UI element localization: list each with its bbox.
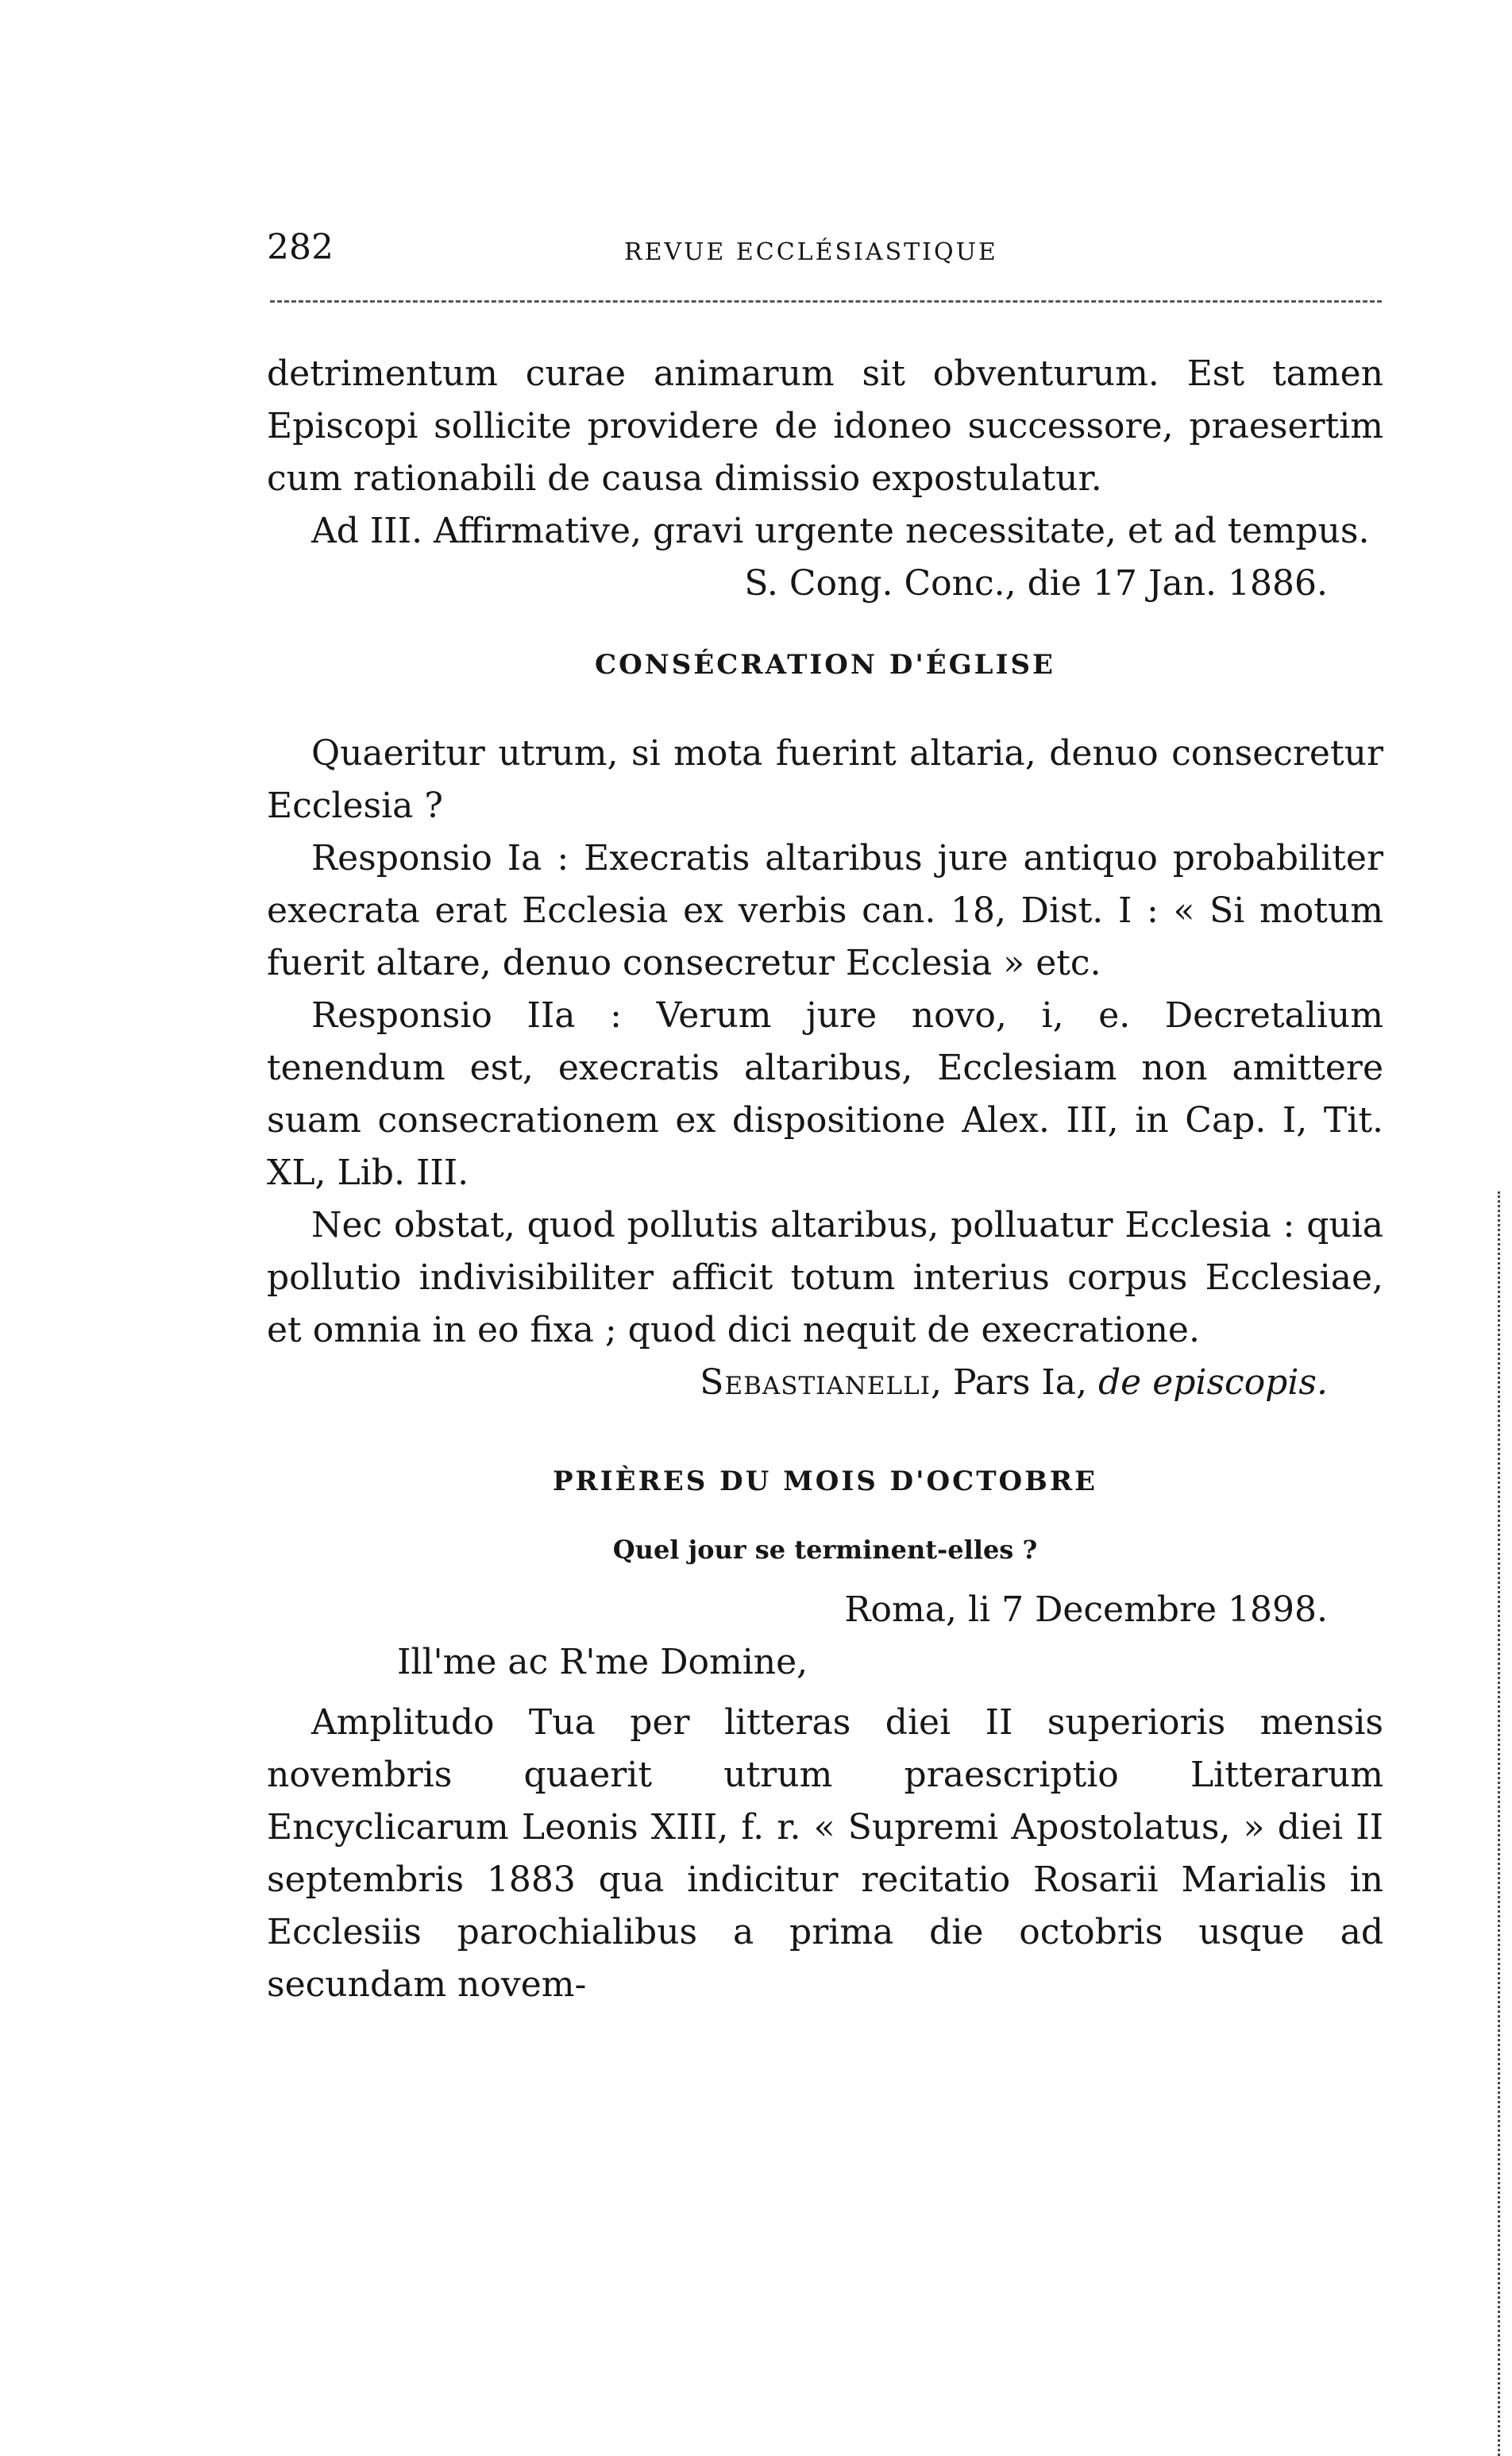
journal-title: REVUE ECCLÉSIASTIQUE	[624, 238, 998, 266]
section-heading-prieres: PRIÈRES DU MOIS D'OCTOBRE	[552, 1465, 1098, 1497]
paragraph-continuation: detrimentum curae animarum sit obventurum. Est tamen Episcopi sollicite providere de idoneo successore, praesertim cum rationabili de causa dimissio expostulatur.	[267, 353, 1383, 499]
section-subheading: Quel jour se terminent-elles ?	[612, 1535, 1038, 1565]
section-heading-consecration: CONSÉCRATION D'ÉGLISE	[595, 649, 1055, 681]
paragraph-nec-obstat: Nec obstat, quod pollutis altaribus, polluatur Ecclesia : quia pollutio indivisibiliter afficit totum interius corpus Ecclesiae, et omnia in eo fixa ; quod dici nequit de execratione.	[267, 1205, 1383, 1350]
salutation: Ill'me ac R'me Domine,	[397, 1642, 808, 1682]
paragraph-quaeritur: Quaeritur utrum, si mota fuerint altaria, denuo consecretur Ecclesia ?	[267, 733, 1383, 826]
signature-cong-conc: S. Cong. Conc., die 17 Jan. 1886.	[744, 563, 1328, 604]
paragraph-ad-iii: Ad III. Affirmative, gravi urgente necessitate, et ad tempus.	[311, 511, 1370, 551]
dateline: Roma, li 7 Decembre 1898.	[844, 1589, 1328, 1630]
page-number: 282	[267, 227, 334, 268]
signature-work: de episcopis.	[1098, 1362, 1328, 1403]
paragraph-responsio-2: Responsio IIa : Verum jure novo, i, e. Decretalium tenendum est, execratis altaribus, Ecclesiam non amittere suam consecrationem ex dispositione Alex. III, in Cap. I, Tit. XL, Lib. III.	[267, 995, 1383, 1193]
running-header	[267, 224, 1379, 272]
header-rule	[270, 300, 1382, 303]
body-text	[267, 348, 1383, 2011]
scan-edge-artifact	[1498, 1191, 1500, 2456]
paragraph-amplitudo: Amplitudo Tua per litteras diei II superioris mensis novembris quaerit utrum praescriptio Litterarum Encyclicarum Leonis XIII, f. r. « Supremi Apostolatus, » diei II septembris 1883 qua indicitur recitatio Rosarii Marialis in Ecclesiis parochialibus a prima die octobris usque ad secundam novem-	[267, 1702, 1383, 2005]
paragraph-responsio-1: Responsio Ia : Execratis altaribus jure antiquo probabiliter execrata erat Ecclesia ex verbis can. 18, Dist. I : « Si motum fuerit altare, denuo consecretur Ecclesia » etc.	[267, 838, 1383, 983]
signature-rest: , Pars Ia,	[930, 1362, 1098, 1403]
signature-sebastianelli	[267, 1357, 1383, 1409]
signature-author: Sebastianelli	[700, 1362, 931, 1403]
